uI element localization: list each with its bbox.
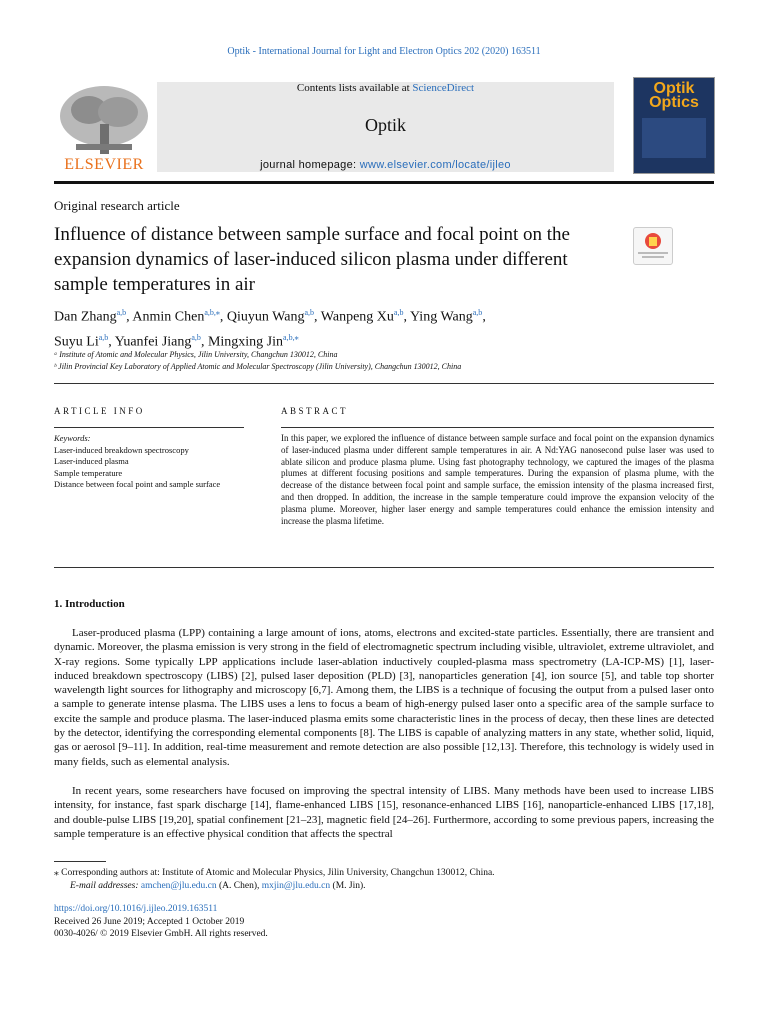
abstract-label: ABSTRACT <box>281 406 349 416</box>
email-link-jin[interactable]: mxjin@jlu.edu.cn <box>261 880 331 891</box>
homepage-prefix: journal homepage: <box>260 159 360 171</box>
author-name[interactable]: Yuanfei Jiang <box>114 334 192 350</box>
article-type: Original research article <box>54 198 180 213</box>
author-separator: , <box>200 334 208 350</box>
abstract-rule <box>281 427 714 428</box>
intro-paragraph-2: In recent years, some researchers have focused on improving the spectral intensity of LIBS. Many methods have been used to increase LIBS intensity, for instance, fast spark discharge [14], flame-enhanced LIBS [15], resonance-enhanced LIBS [16], nanoparticle-enhanced LIBS [17,18], and double-pulse LIBS [19,20], spatial confinement [21–23], magnetic field [24–26]. Furthermore, according to some previous papers, increasing the sample temperature is an effective physical condition that affects the spectral <box>54 785 714 840</box>
affiliations <box>54 349 694 373</box>
keywords-label: Keywords: <box>54 433 91 443</box>
author-affiliation-sup[interactable]: a,b <box>393 308 404 317</box>
journal-cover-image[interactable] <box>633 77 715 174</box>
received-dates: Received 26 June 2019; Accepted 1 October 2019 <box>54 916 245 927</box>
intro-paragraph-1: Laser-produced plasma (LPP) containing a large amount of ions, atoms, electrons and excited-state particles. Essentially, there are transient and dynamic. Moreover, the plasma emission is very strong in the field of electromagnetic spectrum including visible, ultraviolet, extreme ultraviolet, and X-ray regions. Some typically LPP applications include laser-ablation inductively coupled-plasma mass spectrometry (LA-ICP-MS) [1], laser-induced breakdown spectroscopy (LIBS) [2], pulsed laser deposition (PLD) [3], nanoparticles generation [4], ion source [5], and table top shorter wavelength light sources for lithography and microscopy [6,7]. Among them, the LIBS is a technique of focusing the output from a pulsed laser onto a sample to generate intense plasma. The LIBS uses a lens to focus a beam of high-energy pulsed laser onto a specific area of the sample surface to excite the sample and produce plasma. The laser-induced plasma emits some characteristic lines in the process of decay, then these lines are detected by the detector, identifying the corresponding elemental components [8]. The LIBS is capable of analyzing matters in any state, whether solid, liquid, gas or aerosol [9–11]. In addition, real-time measurement and remote detection are also possible [12,13]. Therefore, this technology is widely used in many fields, such as elemental analysis. <box>54 627 714 768</box>
author-list <box>54 303 694 352</box>
email-line <box>54 880 714 893</box>
cover-title-line-1: Optik <box>653 80 695 97</box>
check-updates-icon <box>634 228 672 264</box>
cover-art <box>642 118 706 158</box>
header-rule <box>54 181 714 184</box>
copyright-line: 0030-4026/ © 2019 Elsevier GmbH. All rights reserved. <box>54 929 268 939</box>
info-rule <box>54 427 244 428</box>
homepage-line <box>157 159 614 171</box>
article-info-label: ARTICLE INFO <box>54 406 145 416</box>
sciencedirect-link[interactable]: ScienceDirect <box>412 82 475 94</box>
contents-line <box>157 82 614 94</box>
author-separator: , <box>126 309 133 325</box>
author-separator: , <box>219 309 227 325</box>
author-separator: , <box>314 309 321 325</box>
author-affiliation-sup[interactable]: a,b <box>191 332 201 342</box>
author-affiliation-sup[interactable]: a,b <box>472 308 483 317</box>
author-affiliation-sup[interactable]: a,b <box>304 308 315 317</box>
cover-title <box>634 82 714 110</box>
author-separator: , <box>108 334 115 350</box>
doi-link[interactable]: https://doi.org/10.1016/j.ijleo.2019.163511 <box>54 904 218 914</box>
section-rule <box>54 383 714 384</box>
journal-name: Optik <box>364 115 406 135</box>
contents-prefix: Contents lists available at <box>296 82 413 94</box>
author-affiliation-sup[interactable]: a,b <box>98 332 109 342</box>
homepage-link[interactable]: www.elsevier.com/locate/ijleo <box>359 159 511 171</box>
author-affiliation-sup[interactable]: a,b,⁎ <box>283 332 299 342</box>
keywords-block <box>54 433 244 491</box>
running-head[interactable]: Optik - International Journal for Light and Electron Optics 202 (2020) 163511 <box>227 46 541 57</box>
footnote-rule <box>54 861 106 862</box>
article-title: Influence of distance between sample surface and focal point on the expansion dynamics of laser-induced silicon plasma under different sample temperatures in air <box>54 224 570 295</box>
email-name-chen: (A. Chen), <box>216 880 262 891</box>
keyword-item: Sample temperature <box>54 467 123 478</box>
keyword-item: Laser-induced plasma <box>54 456 129 466</box>
author-name[interactable]: Ying Wang <box>409 309 473 325</box>
introduction-heading: 1. Introduction <box>54 598 125 610</box>
email-label: E-mail addresses: <box>70 880 141 891</box>
corresponding-note: ⁎ Corresponding authors at: Institute of Atomic and Molecular Physics, Jilin University, Changchun 130012, China. <box>54 868 495 878</box>
email-name-jin: (M. Jin). <box>330 880 366 891</box>
cover-title-line-2: Optics <box>649 94 699 111</box>
author-affiliation-sup[interactable]: a,b <box>116 308 127 317</box>
author-affiliation-sup[interactable]: a,b,⁎ <box>204 308 220 317</box>
author-name[interactable]: Mingxing Jin <box>207 334 284 350</box>
footnote <box>54 867 714 892</box>
abstract-bottom-rule <box>54 567 714 568</box>
author-name[interactable]: Qiuyun Wang <box>226 309 305 325</box>
article-footer <box>54 903 714 941</box>
author-name[interactable]: Anmin Chen <box>132 309 205 325</box>
affiliation-b: ᵇ Jilin Provincial Key Laboratory of Applied Atomic and Molecular Spectroscopy (Jilin University), Changchun 130012, China <box>54 362 462 371</box>
author-separator: , <box>482 309 486 325</box>
author-name[interactable]: Dan Zhang <box>54 309 117 325</box>
keyword-item: Distance between focal point and sample surface <box>54 479 221 489</box>
author-name[interactable]: Wanpeng Xu <box>320 309 394 325</box>
elsevier-wordmark: ELSEVIER <box>64 156 144 173</box>
abstract-text: In this paper, we explored the influence of distance between sample surface and focal point on the expansion dynamics of laser-induced plasma under different sample temperatures in air. A Nd:YAG nanosecond pulse laser was used to ablate silicon and produce plasma plume. Using fast photography technology, we captured the images of the plasma plumes at different focusing positions and sample temperatures. During the expansion of plasma plume, with the decrease of the distance between focal point and sample surface, the emission intensity of the plasma increased first, and then dropped. In addition, the increase in the sample temperature could improve the expansion velocity of the plasma plume. Moreover, higher laser energy and sample temperatures could enhance the emission intensity and increase the plasma lifetime. <box>281 433 714 526</box>
keyword-item: Laser-induced breakdown spectroscopy <box>54 444 189 455</box>
email-link-chen[interactable]: amchen@jlu.edu.cn <box>140 880 217 891</box>
affiliation-a: ᵃ Institute of Atomic and Molecular Physics, Jilin University, Changchun 130012, China <box>54 350 338 359</box>
author-name[interactable]: Suyu Li <box>54 334 99 350</box>
check-for-updates-badge[interactable] <box>633 227 673 265</box>
author-separator: , <box>403 309 410 325</box>
